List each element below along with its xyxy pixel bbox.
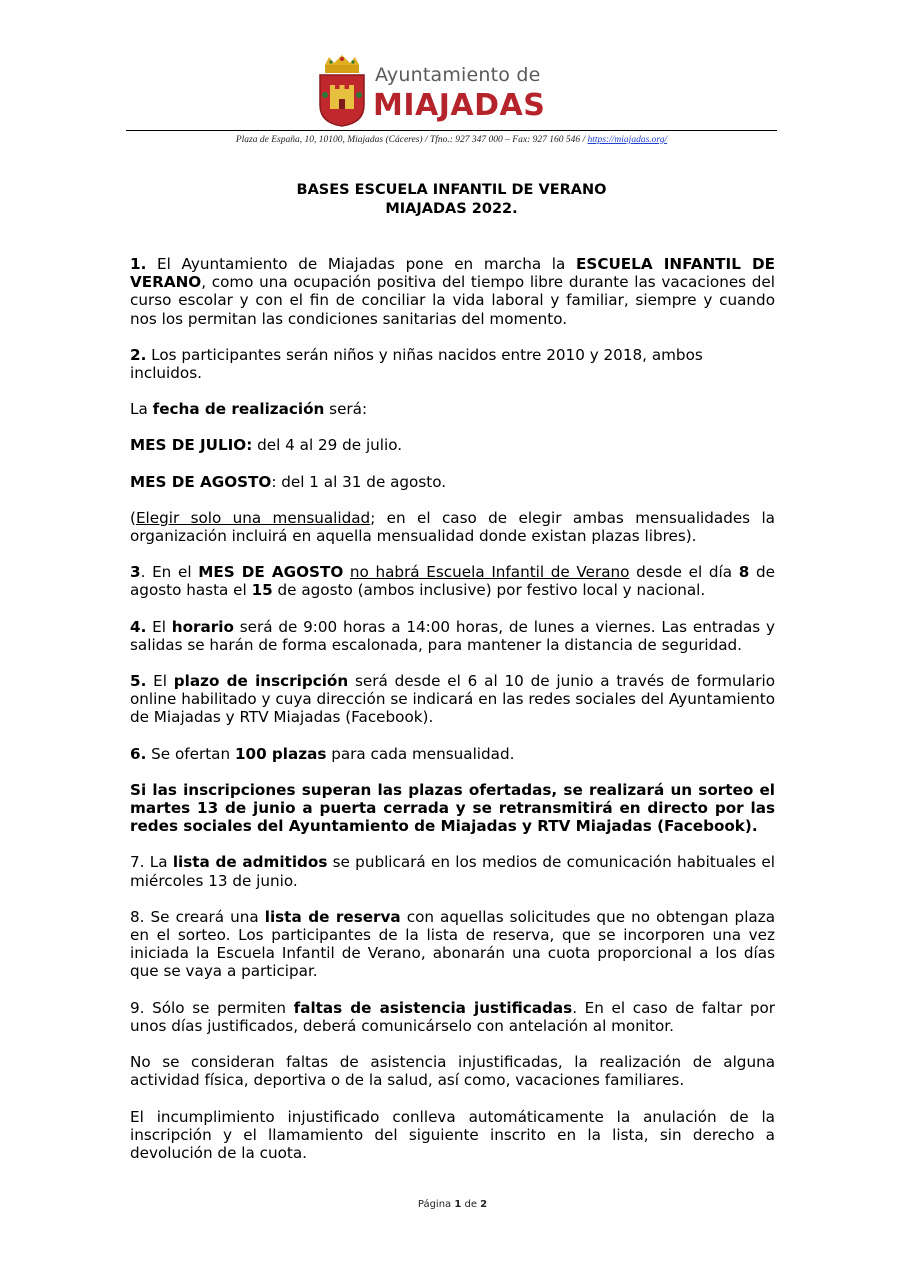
text-run: será desde el 6 al 10 de junio a través de formulario online habilitado y cuya dirección se indicará en las redes sociales del Ayuntamiento de Miajadas y RTV Miajadas (Facebook). — [130, 672, 775, 727]
website-link[interactable]: https://miajadas.org/ — [587, 135, 668, 145]
text-run: . En el — [140, 563, 199, 582]
text-run: para cada mensualidad. — [326, 744, 515, 763]
clause-3 — [130, 563, 775, 599]
bold-run: ESCUELA INFANTIL DE VERANO — [130, 255, 775, 292]
text-run: El incumplimiento injustificado conlleva automáticamente la anulación de la inscripción y el llamamiento del siguiente inscrito en la lista, sin derecho a devolución de la cuota. — [130, 1107, 775, 1162]
month-choice-note — [130, 509, 775, 545]
org-name-line2: MIAJADAS — [373, 88, 546, 123]
bold-run: faltas de asistencia justificadas — [293, 998, 573, 1017]
text-run: , como una ocupación positiva del tiempo libre durante las vacaciones del curso escolar y con el fin de conciliar la vida laboral y familiar, siempre y cuando nos los permitan las condiciones sanitarias del momento. — [130, 273, 775, 328]
bold-run: MES DE AGOSTO — [198, 563, 344, 582]
clause-number: 6. — [130, 744, 147, 763]
bold-run: horario — [171, 617, 234, 636]
clause-2 — [130, 346, 775, 382]
clause-number: 5. — [130, 672, 147, 691]
clause-6 — [130, 745, 775, 763]
text-run: El — [146, 617, 172, 636]
address-text: Plaza de España, 10, 10100, Miajadas (Cáceres) / Tfno.: 927 347 000 – Fax: 927 160 546 / — [235, 135, 588, 145]
clause-4 — [130, 618, 775, 654]
bold-run: lista de admitidos — [172, 853, 328, 872]
august-dates — [130, 473, 775, 491]
page-current: 1 — [454, 1199, 462, 1210]
bold-run: 15 — [251, 581, 273, 600]
clause-5 — [130, 672, 775, 727]
text-run: : del 1 al 31 de agosto. — [271, 472, 447, 491]
text-run: ( — [130, 508, 136, 527]
bold-run: MES DE JULIO: — [130, 436, 253, 455]
text-run: de agosto (ambos inclusive) por festivo local y nacional. — [272, 581, 706, 600]
clause-7 — [130, 853, 775, 889]
page-header — [0, 0, 905, 150]
clause-8 — [130, 908, 775, 981]
text-run — [343, 563, 350, 581]
page-footer — [0, 1199, 905, 1210]
clause-1 — [130, 255, 775, 328]
bold-run: 100 plazas — [234, 744, 327, 763]
bold-run: 8 — [738, 563, 750, 582]
text-run: 8. Se creará una — [130, 907, 265, 926]
clause-number: 1. — [130, 255, 147, 273]
text-run: Los participantes serán niños y niñas nacidos entre 2010 y 2018, ambos incluidos. — [130, 345, 703, 383]
org-name-line1: Ayuntamiento de — [375, 64, 541, 86]
cancellation-note — [130, 1108, 775, 1163]
underlined-run: no habrá Escuela Infantil de Verano — [349, 563, 630, 582]
page-total: 2 — [480, 1199, 488, 1210]
bold-run: MES DE AGOSTO — [130, 472, 272, 491]
text-run: El Ayuntamiento de Miajadas pone en marcha la — [146, 255, 576, 273]
header-address — [126, 135, 777, 145]
document-body — [130, 255, 775, 1180]
document-title — [126, 181, 777, 219]
clause-number: 4. — [130, 617, 147, 636]
text-run: ; en el caso de elegir ambas mensualidades la organización incluirá en aquella mensualidad donde existan plazas libres). — [130, 508, 775, 546]
page-label: Página — [417, 1199, 455, 1210]
title-line2: MIAJADAS 2022. — [385, 201, 518, 217]
lottery-notice — [130, 781, 775, 836]
text-run: 7. La — [130, 853, 173, 872]
text-run: del 4 al 29 de julio. — [252, 436, 403, 455]
text-run: Se ofertan — [146, 744, 235, 763]
dates-intro — [130, 400, 775, 418]
bold-run: lista de reserva — [264, 907, 401, 926]
text-run: se publicará en los medios de comunicación habituales el miércoles 13 de junio. — [130, 853, 775, 890]
clause-9 — [130, 999, 775, 1035]
text-run: de agosto hasta el — [130, 563, 775, 600]
underlined-run: Elegir solo una mensualidad — [135, 508, 371, 527]
text-run: será de 9:00 horas a 14:00 horas, de lunes a viernes. Las entradas y salidas se harán de forma escalonada, para mantener la distancia de seguridad. — [130, 617, 775, 654]
page-of: de — [461, 1199, 481, 1210]
bold-run: plazo de inscripción — [173, 672, 349, 691]
text-run: con aquellas solicitudes que no obtengan plaza en el sorteo. Los participantes de la lista de reserva, que se incorporen una vez iniciada la Escuela Infantil de Verano, abonarán una cuota proporcional a los días que se vaya a participar. — [130, 907, 776, 981]
coat-of-arms-logo — [316, 55, 368, 127]
bold-run: Si las inscripciones superan las plazas ofertadas, se realizará un sorteo el martes 13 de junio a puerta cerrada y se retransmitirá en directo por las redes sociales del Ayuntamiento de Miajadas y RTV Miajadas (Facebook). — [130, 780, 775, 836]
clause-number: 2. — [130, 345, 147, 364]
text-run: desde el día — [629, 563, 739, 582]
absence-note — [130, 1053, 775, 1089]
clause-number: 3 — [130, 563, 141, 582]
text-run: . En el caso de faltar por unos días justificados, deberá comunicárselo con antelación al monitor. — [130, 998, 776, 1035]
text-run: El — [146, 672, 174, 691]
header-rule — [126, 130, 777, 131]
text-run: No se consideran faltas de asistencia injustificadas, la realización de alguna actividad física, deportiva o de la salud, así como, vacaciones familiares. — [130, 1053, 775, 1090]
title-line1: BASES ESCUELA INFANTIL DE VERANO — [296, 182, 607, 198]
text-run: La — [130, 400, 153, 419]
text-run: 9. Sólo se permiten — [130, 998, 294, 1017]
july-dates — [130, 436, 775, 454]
text-run: será: — [324, 400, 368, 419]
bold-run: fecha de realización — [152, 400, 325, 419]
